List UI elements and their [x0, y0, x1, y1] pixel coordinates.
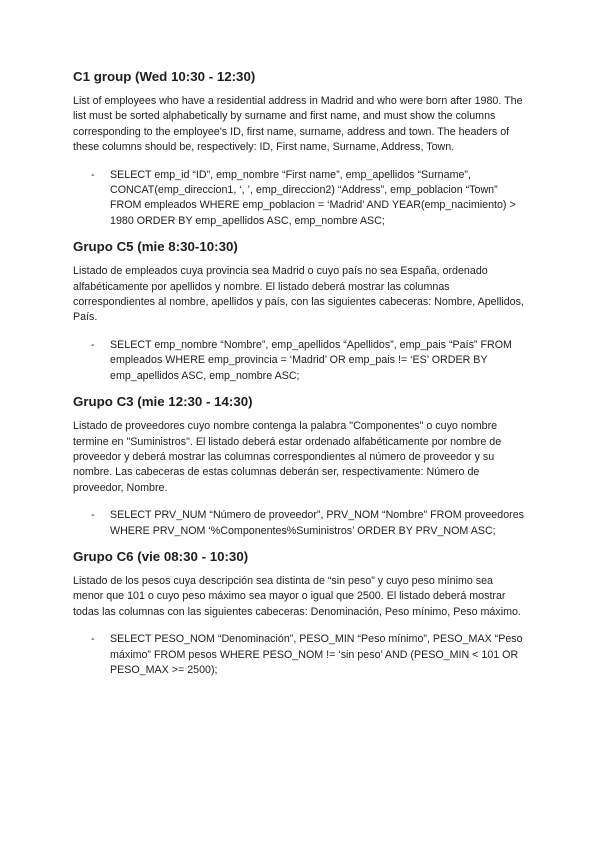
section-heading: Grupo C6 (vie 08:30 - 10:30) [73, 548, 249, 564]
sql-query: SELECT PRV_NUM “Número de proveedor”, PRV_NOM “Nombre” FROM proveedores WHERE PRV_NOM ‘%Componentes%Suministros’ ORDER BY PRV_NOM ASC; [110, 509, 524, 537]
section-c5 [73, 238, 524, 384]
sql-query: SELECT PESO_NOM “Denominación”, PESO_MIN “Peso mínimo”, PESO_MAX “Peso máximo” FROM pesos WHERE PESO_NOM != ‘sin peso’ AND (PESO_MIN < 101 OR PESO_MAX >= 2500); [110, 633, 523, 676]
section-description: Listado de empleados cuya provincia sea Madrid o cuyo país no sea España, ordenado alfabéticamente por apellidos y nombre. El listado deberá mostrar las columnas correspondientes al nombre, apellidos y país, con las siguientes cabeceras: Nombre, Apellidos, País. [73, 265, 524, 324]
section-c1 [73, 68, 524, 229]
section-heading: C1 group (Wed 10:30 - 12:30) [73, 69, 256, 84]
query-list-item [73, 338, 524, 384]
query-list-item [73, 508, 524, 539]
section-c6 [73, 548, 524, 678]
dash-bullet: - [91, 338, 95, 351]
query-list-item [73, 632, 524, 678]
query-list-item [73, 168, 524, 230]
section-heading: Grupo C5 (mie 8:30-10:30) [73, 239, 238, 255]
section-description: List of employees who have a residential address in Madrid and who were born after 1980. The list must be sorted alphabetically by surname and first name, and must show the columns corresponding to the employee's ID, first name, surname, address and town. The headers of these columns should be, respectively: ID, First name, Surname, Address, Town. [73, 95, 523, 154]
dash-bullet: - [91, 633, 95, 646]
section-c3 [73, 393, 524, 539]
sql-query: SELECT emp_nombre “Nombre”, emp_apellidos “Apellidos”, emp_pais “País” FROM empleados WHERE emp_provincia = ‘Madrid’ OR emp_pais != ‘ES’ ORDER BY emp_apellidos ASC, emp_nombre ASC; [110, 338, 512, 382]
section-description: Listado de proveedores cuyo nombre contenga la palabra "Componentes" o cuyo nombre termine en "Suministros". El listado deberá estar ordenado alfabéticamente por nombre de proveedor y deberá mostrar las columnas correspondientes al número de proveedor y su nombre. Las cabeceras de estas columnas deberán ser, respectivamente: Número de proveedor, Nombre. [73, 420, 502, 494]
dash-bullet: - [91, 509, 95, 522]
sql-query: SELECT emp_id “ID”, emp_nombre “First name”, emp_apellidos “Surname”, CONCAT(emp_direccion1, ‘, ’, emp_direccion2) “Address”, emp_poblacion “Town” FROM empleados WHERE emp_poblacion = ‘Madrid’ AND YEAR(emp_nacimiento) > 1980 ORDER BY emp_apellidos ASC, emp_nombre ASC; [110, 168, 516, 227]
section-heading: Grupo C3 (mie 12:30 - 14:30) [73, 394, 253, 410]
dash-bullet: - [91, 168, 95, 181]
section-description: Listado de los pesos cuya descripción sea distinta de “sin peso” y cuyo peso mínimo sea menor que 101 o cuyo peso máximo sea mayor o igual que 2500. El listado deberá mostrar todas las columnas con las siguientes cabeceras: Denominación, Peso mínimo, Peso máximo. [73, 574, 521, 618]
